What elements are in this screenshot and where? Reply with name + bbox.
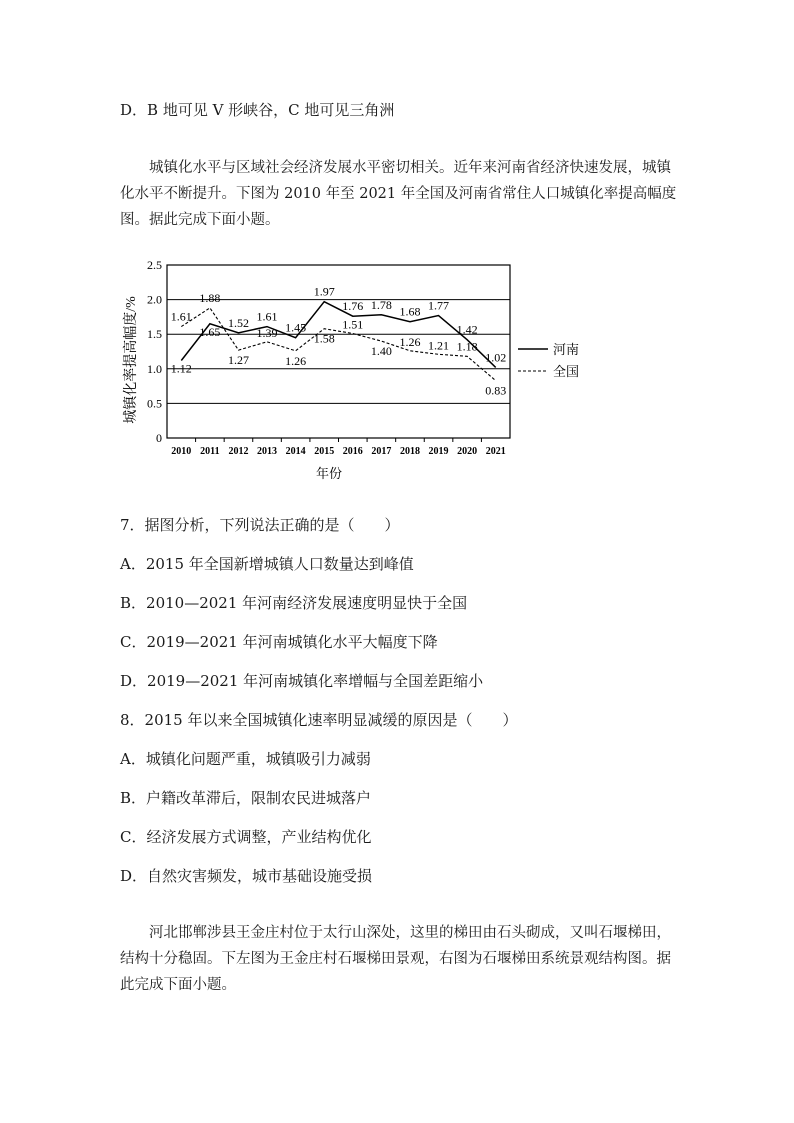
chart-legend-label: 河南 (553, 342, 580, 357)
chart-y-axis-label: 城镇化率提高幅度/% (124, 296, 139, 424)
chart-x-tick-label: 2013 (257, 446, 278, 457)
chart-x-tick-label: 2018 (399, 446, 420, 457)
q6-option-d: D．B 地可见 V 形峡谷，C 地可见三角洲 (120, 101, 395, 119)
passage-terraces (120, 920, 680, 998)
chart-data-label: 1.45 (285, 320, 307, 335)
passage-terraces-text: 河北邯郸涉县王金庄村位于太行山深处，这里的梯田由石头砌成，又叫石堰梯田，结构十分稳固。下左图为王金庄村石堰梯田景观，右图为石堰梯田系统景观结构图。据此完成下面小题。 (120, 925, 671, 993)
chart-data-label: 1.58 (313, 331, 335, 346)
chart-data-label: 1.78 (370, 297, 392, 312)
q7-stem: 7．据图分析，下列说法正确的是（ ） (120, 516, 400, 534)
chart-data-label: 1.61 (256, 309, 278, 324)
chart-data-label: 1.61 (170, 309, 192, 324)
chart-y-tick-label: 1.0 (147, 361, 162, 376)
chart-data-label: 1.88 (199, 290, 221, 305)
q8-option-b[interactable]: B．户籍改革滞后，限制农民进城落户 (120, 789, 372, 807)
chart-x-tick-label: 2017 (371, 446, 392, 457)
chart-data-label: 0.83 (485, 383, 507, 398)
chart-data-label: 1.02 (485, 350, 507, 365)
chart-data-label: 1.26 (285, 353, 307, 368)
chart-y-tick-label: 1.5 (147, 327, 162, 342)
chart-y-tick-label: 2.5 (147, 258, 162, 272)
chart-data-label: 1.27 (227, 353, 249, 368)
passage-urbanization (120, 155, 680, 233)
chart-x-tick-label: 2014 (285, 446, 306, 457)
chart-x-tick-label: 2015 (314, 446, 335, 457)
q8-option-d[interactable]: D．自然灾害频发，城市基础设施受损 (120, 867, 373, 885)
q7-option-a[interactable]: A．2015 年全国新增城镇人口数量达到峰值 (120, 555, 414, 573)
chart-data-label: 1.76 (342, 299, 364, 314)
q7-option-b[interactable]: B．2010—2021 年河南经济发展速度明显快于全国 (120, 594, 468, 612)
q7-option-d[interactable]: D．2019—2021 年河南城镇化率增幅与全国差距缩小 (120, 672, 484, 690)
chart-x-axis-label: 年份 (315, 466, 343, 481)
q8-option-a[interactable]: A．城镇化问题严重，城镇吸引力减弱 (120, 750, 371, 768)
chart-data-label: 1.21 (428, 338, 450, 353)
chart-y-tick-label: 2.0 (147, 292, 162, 307)
chart-data-label: 1.12 (170, 361, 192, 376)
chart-data-label: 1.40 (370, 344, 392, 359)
chart-data-label: 1.42 (456, 322, 478, 337)
chart-data-label: 1.77 (428, 298, 450, 313)
chart-data-label: 1.26 (399, 334, 421, 349)
q7-option-c[interactable]: C．2019—2021 年河南城镇化水平大幅度下降 (120, 633, 438, 651)
q8-stem: 8．2015 年以来全国城镇化速率明显减缓的原因是（ ） (120, 711, 518, 729)
chart-y-tick-label: 0 (156, 431, 162, 445)
chart-y-tick-label: 0.5 (147, 396, 162, 411)
urbanization-line-chart (120, 252, 580, 484)
chart-legend-label: 全国 (553, 364, 580, 379)
chart-data-label: 1.68 (399, 304, 421, 319)
chart-data-label: 1.65 (199, 324, 221, 339)
chart-data-label: 1.97 (313, 284, 335, 299)
chart-x-tick-label: 2019 (428, 446, 449, 457)
chart-data-label: 1.39 (256, 325, 278, 340)
q8-option-c[interactable]: C．经济发展方式调整，产业结构优化 (120, 828, 372, 846)
chart-x-tick-label: 2012 (228, 446, 249, 457)
chart-legend (518, 342, 579, 379)
chart-x-tick-label: 2021 (485, 446, 506, 457)
chart-data-label: 1.52 (227, 315, 249, 330)
chart-data-labels (171, 285, 506, 398)
passage-urbanization-text: 城镇化水平与区域社会经济发展水平密切相关。近年来河南省经济快速发展，城镇化水平不断提升。下图为 2010 年至 2021 年全国及河南省常住人口城镇化率提高幅度图。据此完成下面小题。 (120, 160, 677, 228)
chart-x-tick-label: 2020 (457, 446, 478, 457)
chart-x-tick-label: 2011 (200, 446, 220, 457)
chart-data-label: 1.18 (456, 339, 478, 354)
chart-data-label: 1.51 (342, 317, 364, 332)
chart-x-tick-label: 2010 (171, 446, 192, 457)
chart-x-tick-label: 2016 (342, 446, 363, 457)
